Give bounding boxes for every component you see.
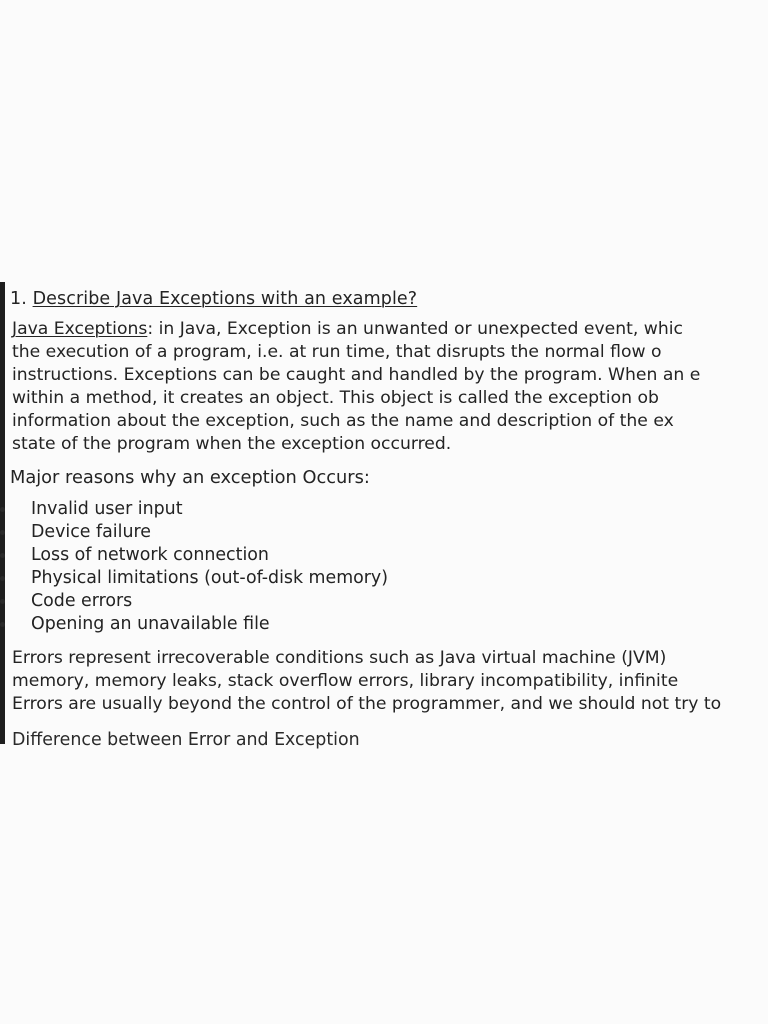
list-item — [0, 544, 772, 567]
intro-line-1-text: : in Java, Exception is an unwanted or unexpected event, whic — [147, 319, 683, 339]
question-title: Describe Java Exceptions with an example? — [32, 289, 418, 309]
bullet-icon — [0, 576, 5, 581]
list-item-text: Device failure — [31, 522, 151, 542]
question-heading — [10, 288, 772, 310]
errors-line-3: Errors are usually beyond the control of the programmer, and we should not try to — [12, 694, 722, 714]
intro-paragraph — [12, 318, 772, 456]
list-item — [0, 498, 772, 521]
list-item-text: Physical limitations (out-of-disk memory) — [31, 568, 389, 588]
cut-off-heading-text: Difference between Error and Exception — [12, 730, 360, 750]
errors-line-2: memory, memory leaks, stack overflow errors, library incompatibility, infinite — [12, 671, 679, 691]
list-item-text: Loss of network connection — [31, 545, 269, 565]
cut-off-heading — [12, 726, 412, 750]
intro-line-6: state of the program when the exception occurred. — [12, 434, 452, 454]
intro-line-5: information about the exception, such as the name and description of the ex — [12, 411, 674, 431]
question-number: 1. — [10, 289, 27, 309]
list-item-text: Invalid user input — [31, 499, 183, 519]
list-item — [0, 567, 772, 590]
intro-line-4: within a method, it creates an object. This object is called the exception ob — [12, 388, 659, 408]
errors-paragraph — [12, 647, 772, 716]
list-item-text: Opening an unavailable file — [31, 614, 270, 634]
intro-line-3: instructions. Exceptions can be caught and handled by the program. When an e — [12, 365, 701, 385]
list-item — [0, 613, 772, 636]
intro-term: Java Exceptions — [12, 319, 148, 339]
bullet-icon — [0, 553, 5, 558]
list-item-text: Code errors — [31, 591, 133, 611]
intro-line-2: the execution of a program, i.e. at run time, that disrupts the normal flow o — [12, 342, 662, 362]
bullet-icon — [0, 622, 5, 627]
bullet-icon — [0, 530, 5, 535]
bullet-icon — [0, 507, 5, 512]
intro-line-1 — [12, 318, 772, 341]
list-item — [0, 590, 772, 613]
list-item — [0, 521, 772, 544]
reasons-list — [12, 498, 772, 636]
errors-line-1: Errors represent irrecoverable conditions such as Java virtual machine (JVM) — [12, 648, 667, 668]
reasons-heading: Major reasons why an exception Occurs: — [10, 467, 370, 488]
bullet-icon — [0, 599, 5, 604]
document-page — [12, 288, 772, 716]
